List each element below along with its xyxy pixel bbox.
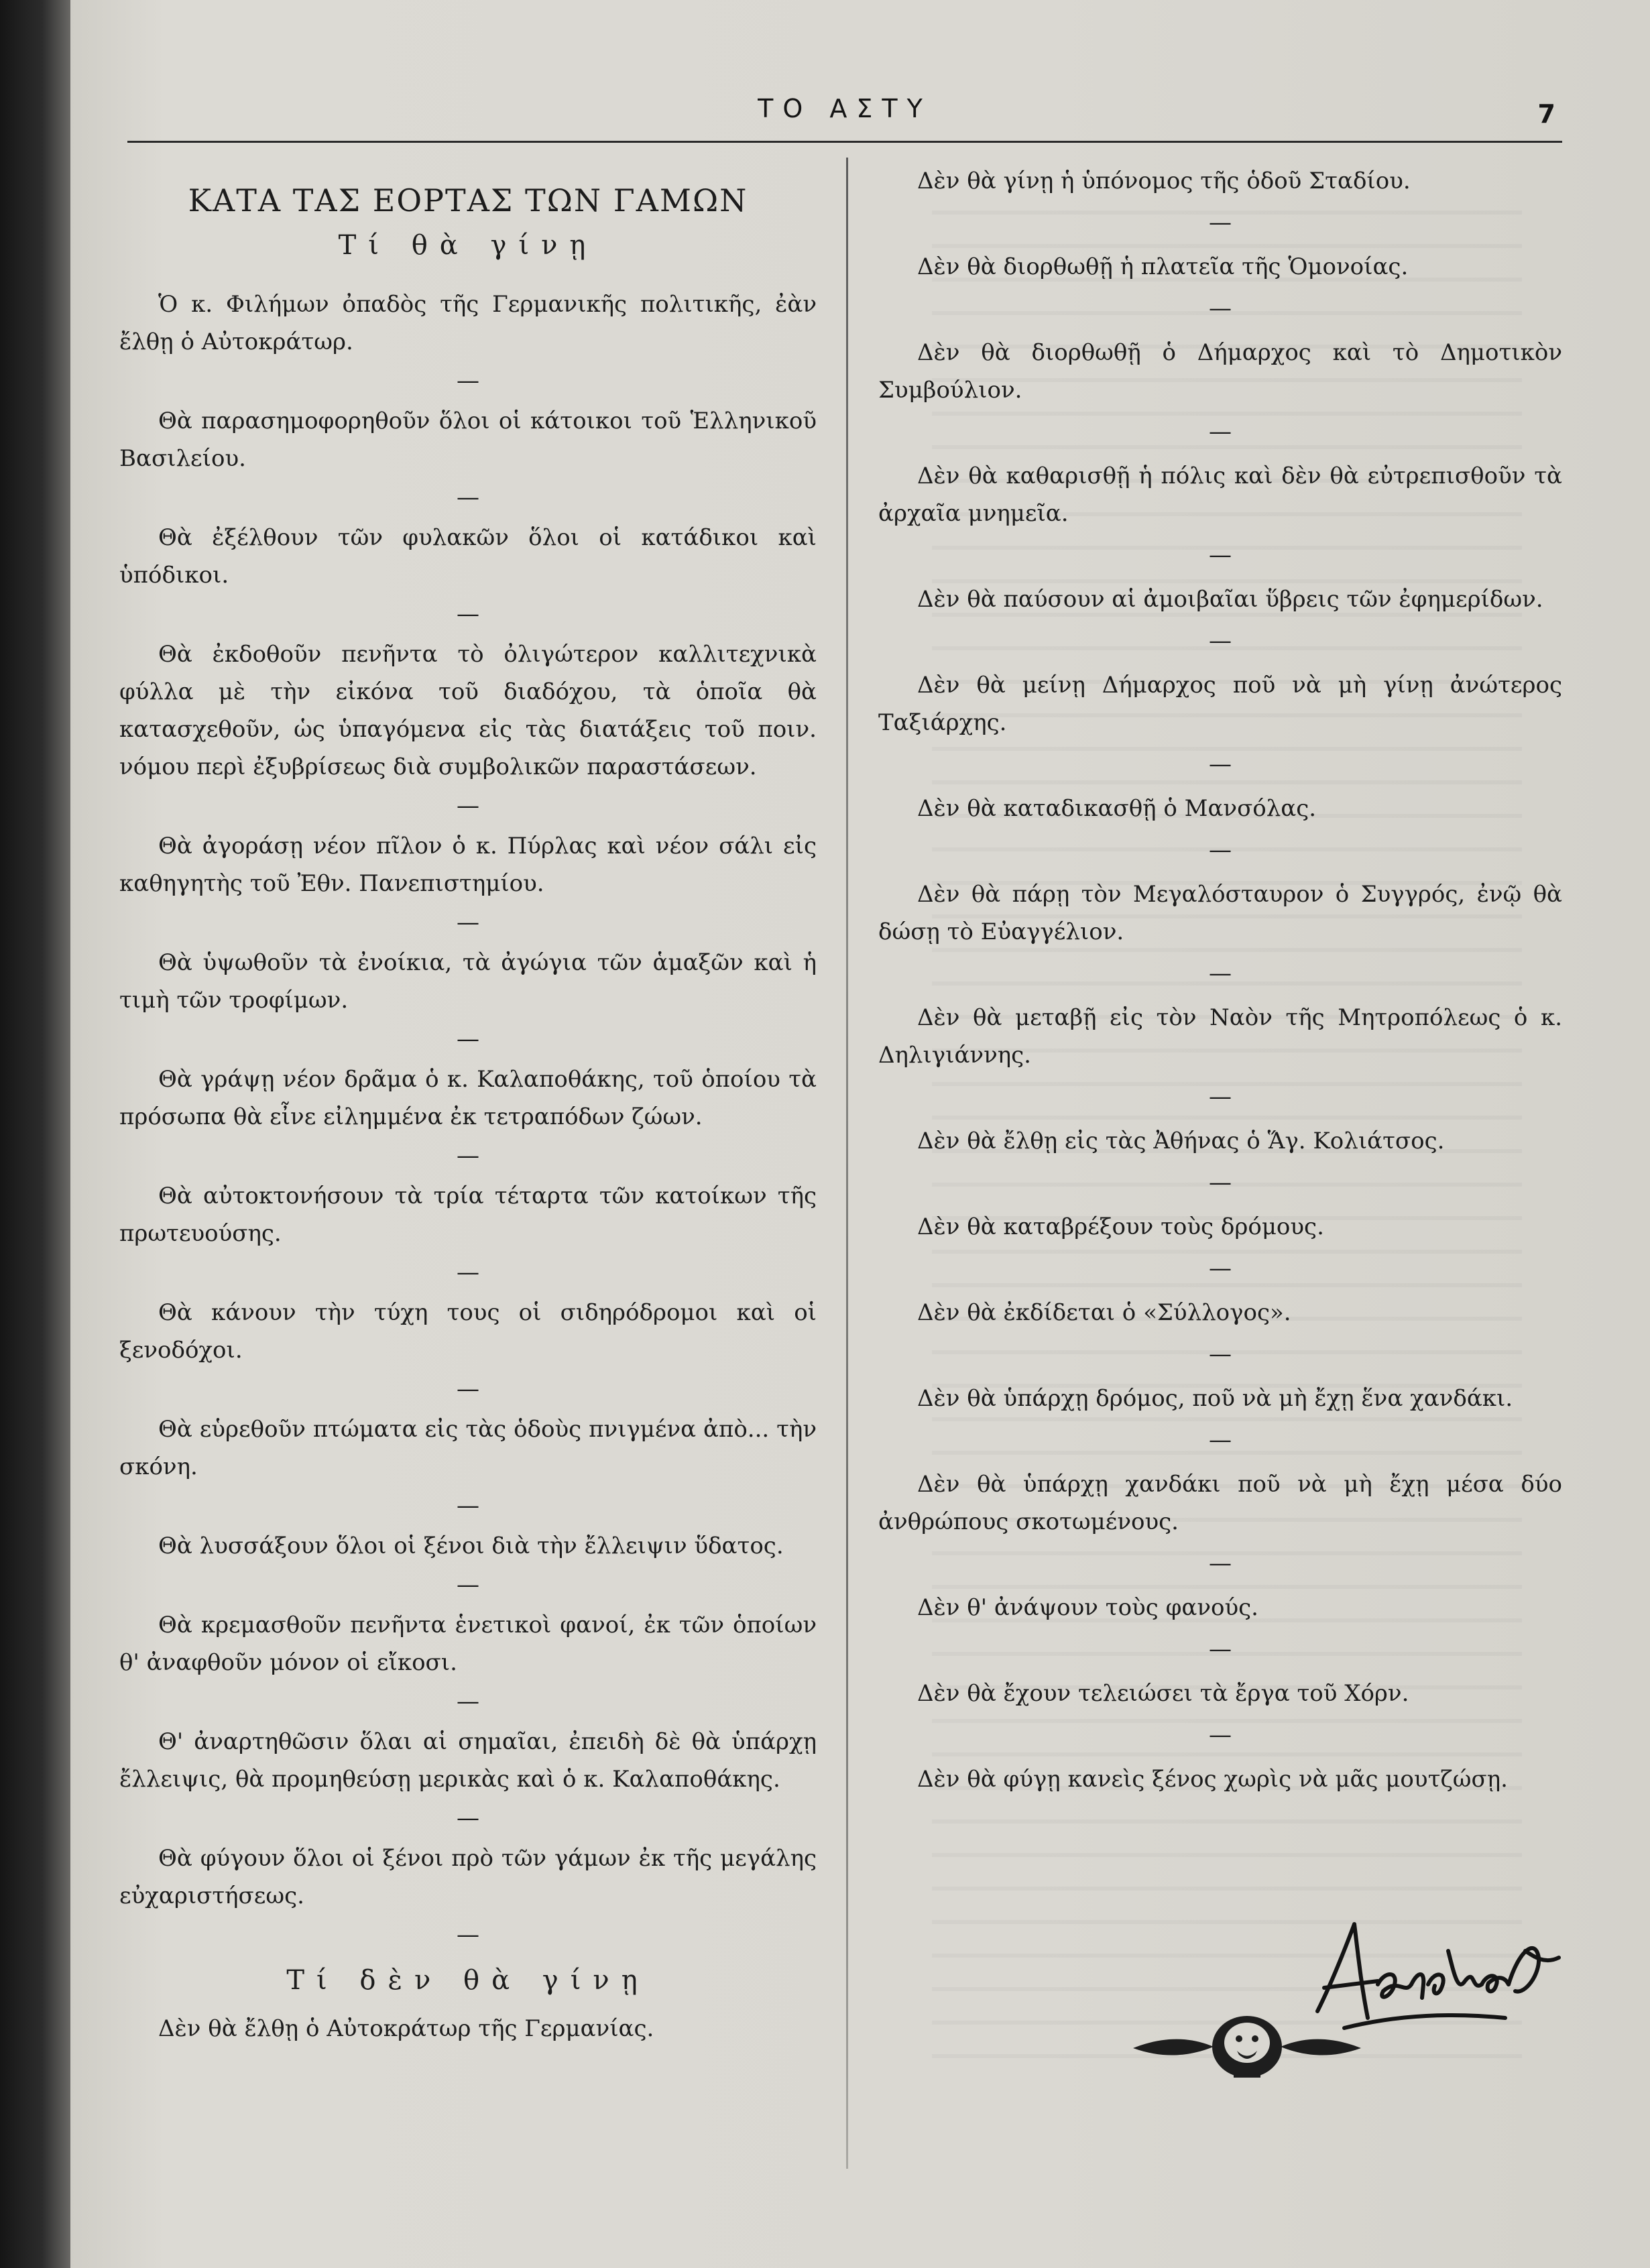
list-item: Δὲν θὰ φύγῃ κανεὶς ξένος χωρὶς νὰ μᾶς μουτζώσῃ.: [917, 1766, 1508, 1793]
item-separator: —: [1209, 1427, 1232, 1453]
section-title-will: Τί θὰ γίνῃ: [338, 230, 598, 261]
list-item: Θὰ λυσσάξουν ὅλοι οἱ ξένοι διὰ τὴν ἔλλειψιν ὕδατος.: [158, 1533, 784, 1559]
item-separator: —: [1209, 628, 1232, 654]
list-item: Θὰ ἐκδοθοῦν πενῆντα τὸ ὀλιγώτερον καλλιτεχνικὰ φύλλα μὲ τὴν εἰκόνα τοῦ διαδόχου, τὰ ὁποῖα θὰ κατασχεθοῦν, ὡς ὑπαγόμενα εἰς τὰς διατάξεις τοῦ ποιν. νόμου περὶ ἐξυβρίσεως διὰ συμβολικῶν παραστάσεων.: [119, 641, 817, 780]
item-separator: —: [457, 909, 479, 936]
header-rule: [127, 141, 1562, 143]
item-separator: —: [1209, 1550, 1232, 1577]
binding-spine: [0, 0, 70, 2268]
list-item: Δὲν θὰ ὑπάρχῃ χανδάκι ποῦ νὰ μὴ ἔχῃ μέσα δύο ἀνθρώπους σκοτωμένους.: [878, 1471, 1562, 1535]
item-separator: —: [1209, 1083, 1232, 1110]
list-item: Θὰ φύγουν ὅλοι οἱ ξένοι πρὸ τῶν γάμων ἐκ τῆς μεγάλης εὐχαριστήσεως.: [119, 1845, 817, 1909]
right-column: [878, 162, 1562, 1798]
list-item: Δὲν θὰ ἔχουν τελειώσει τὰ ἔργα τοῦ Χόρν.: [917, 1680, 1409, 1707]
list-item: Θὰ εὑρεθοῦν πτώματα εἰς τὰς ὁδοὺς πνιγμένα ἀπὸ... τὴν σκόνη.: [119, 1416, 817, 1480]
item-separator: —: [1209, 960, 1232, 987]
list-item: Δὲν θ' ἀνάψουν τοὺς φανούς.: [917, 1594, 1258, 1621]
item-separator: —: [457, 1142, 479, 1169]
running-title: ΤΟ ΑΣΤΥ: [758, 94, 932, 123]
list-item: Δὲν θὰ παύσουν αἱ ἀμοιβαῖαι ὕβρεις τῶν ἐφημερίδων.: [917, 586, 1543, 613]
item-separator: —: [457, 1688, 479, 1715]
list-item: Θὰ ἐξέλθουν τῶν φυλακῶν ὅλοι οἱ κατάδικοι καὶ ὑπόδικοι.: [119, 524, 817, 589]
list-item: Θὰ παρασημοφορηθοῦν ὅλοι οἱ κάτοικοι τοῦ Ἑλληνικοῦ Βασιλείου.: [119, 408, 817, 472]
list-item: Δὲν θὰ καταδικασθῇ ὁ Μανσόλας.: [917, 795, 1317, 822]
section-title-will-not: Τί δὲν θὰ γίνῃ: [286, 1965, 650, 1996]
item-separator: —: [1209, 837, 1232, 863]
item-separator: —: [457, 1571, 479, 1598]
page-number: 7: [1537, 99, 1555, 129]
item-separator: —: [457, 1921, 479, 1948]
list-item: Δὲν θὰ ὑπάρχῃ δρόμος, ποῦ νὰ μὴ ἔχῃ ἕνα χανδάκι.: [917, 1385, 1513, 1412]
list-item: Θ' ἀναρτηθῶσιν ὅλαι αἱ σημαῖαι, ἐπειδὴ δὲ θὰ ὑπάρχῃ ἔλλειψις, θὰ προμηθεύσῃ μερικὰς καὶ ὁ κ. Καλαποθάκης.: [119, 1728, 817, 1793]
item-separator: —: [457, 1492, 479, 1519]
item-separator: —: [457, 792, 479, 819]
item-separator: —: [457, 1259, 479, 1286]
left-column: [119, 168, 817, 2047]
list-item: Θὰ ἀγοράσῃ νέον πῖλον ὁ κ. Πύρλας καὶ νέον σάλι εἰς καθηγητὴς τοῦ Ἐθν. Πανεπιστημίου.: [119, 833, 817, 897]
column-divider: [846, 158, 848, 2169]
list-item: Θὰ ὑψωθοῦν τὰ ἐνοίκια, τὰ ἀγώγια τῶν ἁμαξῶν καὶ ἡ τιμὴ τῶν τροφίμων.: [119, 949, 817, 1014]
item-separator: —: [1209, 1341, 1232, 1368]
item-separator: —: [457, 601, 479, 628]
list-item: Δὲν θὰ μείνῃ Δήμαρχος ποῦ νὰ μὴ γίνῃ ἀνώτερος Ταξιάρχης.: [878, 672, 1562, 736]
list-item: Δὲν θὰ ἐκδίδεται ὁ «Σύλλογος».: [917, 1299, 1291, 1326]
item-separator: —: [1209, 209, 1232, 236]
list-item: Θὰ γράψῃ νέον δρᾶμα ὁ κ. Καλαποθάκης, τοῦ ὁποίου τὰ πρόσωπα θὰ εἶνε εἰλημμένα ἐκ τετραπόδων ζώων.: [119, 1066, 817, 1130]
item-separator: —: [457, 1026, 479, 1053]
item-separator: —: [1209, 1722, 1232, 1748]
list-item: Δὲν θὰ καταβρέξουν τοὺς δρόμους.: [917, 1213, 1324, 1240]
list-item: Δὲν θὰ διορθωθῇ ἡ πλατεῖα τῆς Ὁμονοίας.: [917, 253, 1409, 280]
list-item: Δὲν θὰ γίνῃ ἡ ὑπόνομος τῆς ὁδοῦ Σταδίου.: [917, 168, 1411, 194]
item-separator: —: [457, 1376, 479, 1402]
list-item: Ὁ κ. Φιλήμων ὀπαδὸς τῆς Γερμανικῆς πολιτικῆς, ἐὰν ἔλθῃ ὁ Αὐτοκράτωρ.: [119, 291, 817, 355]
item-separator: —: [1209, 542, 1232, 569]
list-item: Θὰ κάνουν τὴν τύχη τους οἱ σιδηρόδρομοι καὶ οἱ ξενοδόχοι.: [119, 1299, 817, 1364]
item-separator: —: [457, 367, 479, 394]
decorative-tailpiece-icon: [1126, 2008, 1368, 2082]
item-separator: —: [1209, 295, 1232, 322]
item-separator: —: [1209, 751, 1232, 778]
list-item: Δὲν θὰ μεταβῇ εἰς τὸν Ναὸν τῆς Μητροπόλεως ὁ κ. Δηλιγιάννης.: [878, 1004, 1562, 1069]
item-separator: —: [1209, 1169, 1232, 1196]
list-item: Δὲν θὰ διορθωθῇ ὁ Δήμαρχος καὶ τὸ Δημοτικὸν Συμβούλιον.: [878, 339, 1562, 404]
list-item: Δὲν θὰ καθαρισθῇ ἡ πόλις καὶ δὲν θὰ εὐτρεπισθοῦν τὰ ἀρχαῖα μνημεῖα.: [878, 463, 1562, 527]
item-separator: —: [1209, 1255, 1232, 1282]
item-separator: —: [1209, 1636, 1232, 1663]
article-title: ΚΑΤΑ ΤΑΣ ΕΟΡΤΑΣ ΤΩΝ ΓΑΜΩΝ: [188, 182, 748, 219]
item-separator: —: [457, 1805, 479, 1832]
list-item: Δὲν θὰ πάρῃ τὸν Μεγαλόσταυρον ὁ Συγγρός, ἐνῷ θὰ δώσῃ τὸ Εὐαγγέλιον.: [878, 881, 1562, 945]
list-item: Θὰ αὐτοκτονήσουν τὰ τρία τέταρτα τῶν κατοίκων τῆς πρωτευούσης.: [119, 1183, 817, 1247]
page-header: [127, 87, 1562, 141]
list-item: Δὲν θὰ ἔλθῃ εἰς τὰς Ἀθήνας ὁ Ἅγ. Κολιάτσος.: [917, 1128, 1445, 1154]
list-item: Δὲν θὰ ἔλθῃ ὁ Αὐτοκράτωρ τῆς Γερμανίας.: [158, 2015, 654, 2042]
item-separator: —: [1209, 418, 1232, 445]
list-item: Θὰ κρεμασθοῦν πενῆντα ἑνετικοὶ φανοί, ἐκ τῶν ὁποίων θ' ἀναφθοῦν μόνον οἱ εἴκοσι.: [119, 1612, 817, 1676]
item-separator: —: [457, 484, 479, 511]
